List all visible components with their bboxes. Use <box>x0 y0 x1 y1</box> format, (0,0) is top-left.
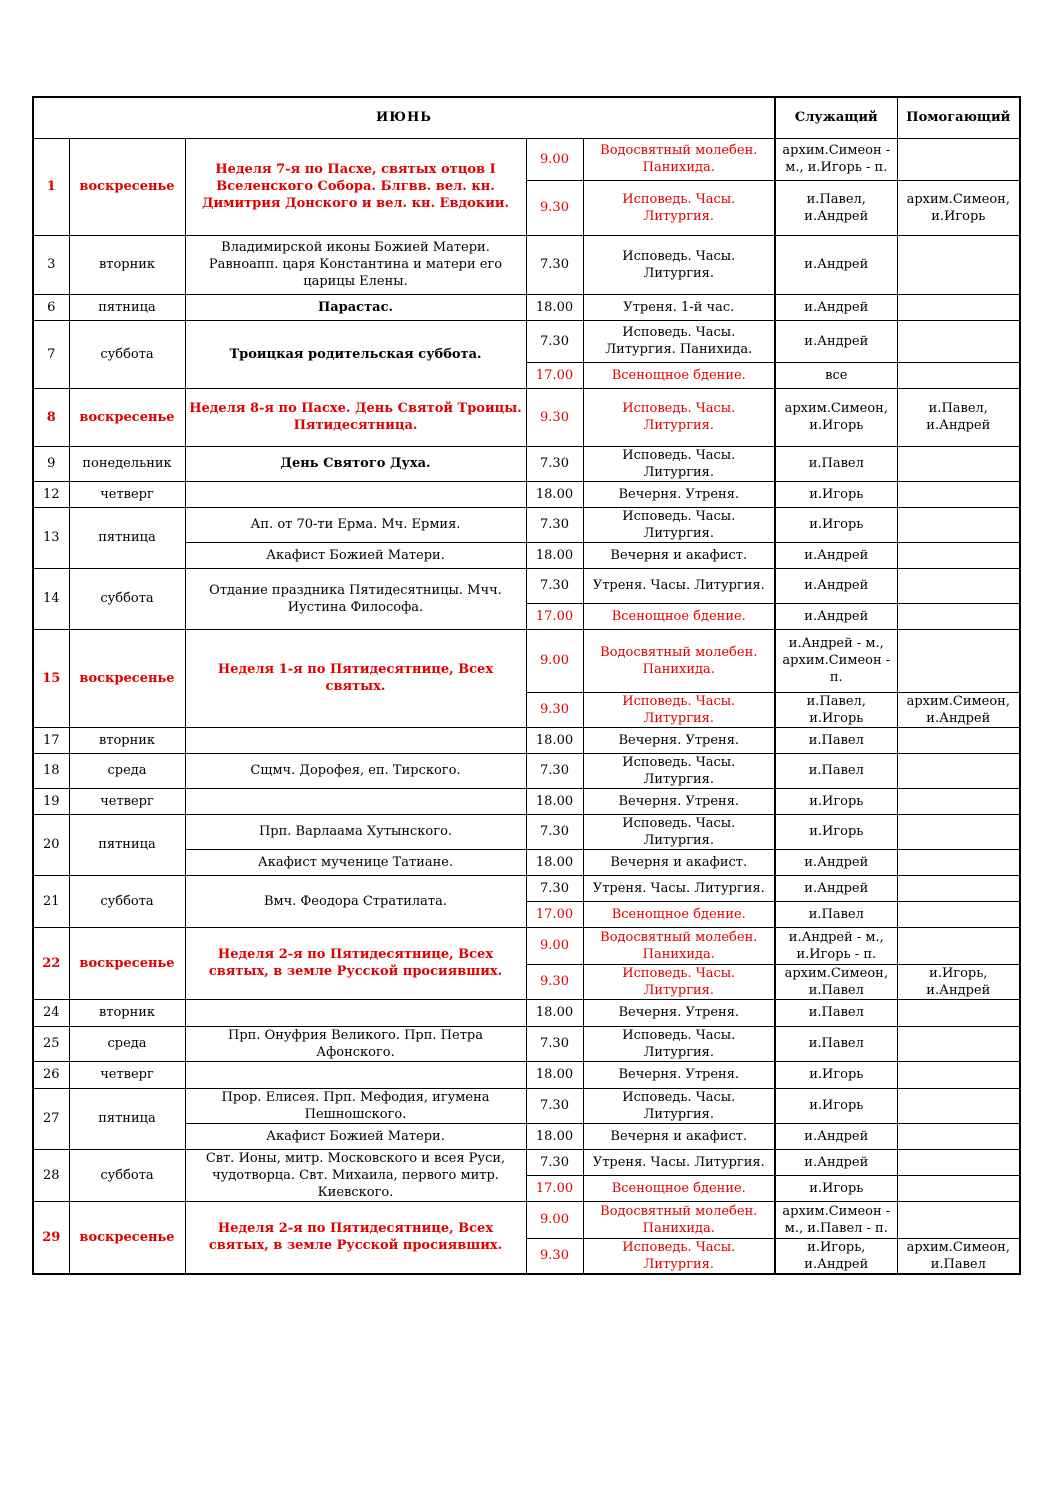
day-number: 6 <box>33 294 69 320</box>
feast-name: Троицкая родительская суббота. <box>185 320 526 388</box>
celebrant: и.Андрей <box>775 320 897 362</box>
weekday: воскресенье <box>69 388 185 446</box>
service-time: 18.00 <box>526 542 583 568</box>
assistant <box>897 1061 1020 1088</box>
service-time: 17.00 <box>526 901 583 927</box>
celebrant: и.Павел <box>775 446 897 481</box>
service-name: Утреня. Часы. Литургия. <box>583 1149 775 1175</box>
assistant <box>897 138 1020 180</box>
table-row <box>33 568 1020 603</box>
feast-name <box>185 727 526 753</box>
assistant <box>897 1123 1020 1149</box>
assistant <box>897 362 1020 388</box>
assistant <box>897 446 1020 481</box>
celebrant: все <box>775 362 897 388</box>
celebrant: и.Андрей <box>775 1123 897 1149</box>
service-time: 9.00 <box>526 927 583 964</box>
feast-name: Прп. Варлаама Хутынского. <box>185 814 526 849</box>
weekday: пятница <box>69 507 185 568</box>
celebrant: архим.Симеон, и.Игорь <box>775 388 897 446</box>
table-row <box>33 388 1020 446</box>
table-row <box>33 727 1020 753</box>
celebrant: и.Андрей <box>775 875 897 901</box>
service-time: 9.00 <box>526 1201 583 1238</box>
weekday: суббота <box>69 875 185 927</box>
assistant <box>897 629 1020 692</box>
service-name: Вечерня. Утреня. <box>583 481 775 507</box>
assistant: архим.Симеон, и.Павел <box>897 1238 1020 1274</box>
service-name: Исповедь. Часы. Литургия. <box>583 964 775 999</box>
feast-name: Неделя 2-я по Пятидесятнице, Всех святых, в земле Русской просиявших. <box>185 1201 526 1274</box>
schedule-table <box>32 96 1021 1275</box>
service-name: Вечерня. Утреня. <box>583 788 775 814</box>
service-time: 7.30 <box>526 875 583 901</box>
weekday: четверг <box>69 788 185 814</box>
assistant <box>897 727 1020 753</box>
service-time: 7.30 <box>526 446 583 481</box>
service-name: Водосвятный молебен. Панихида. <box>583 138 775 180</box>
day-number: 22 <box>33 927 69 999</box>
assistant <box>897 999 1020 1026</box>
day-number: 13 <box>33 507 69 568</box>
weekday: вторник <box>69 235 185 294</box>
day-number: 26 <box>33 1061 69 1088</box>
service-name: Вечерня и акафист. <box>583 1123 775 1149</box>
service-name: Исповедь. Часы. Литургия. Панихида. <box>583 320 775 362</box>
service-name: Исповедь. Часы. Литургия. <box>583 180 775 235</box>
feast-name <box>185 1061 526 1088</box>
service-name: Исповедь. Часы. Литургия. <box>583 388 775 446</box>
service-time: 9.30 <box>526 692 583 727</box>
assistant <box>897 568 1020 603</box>
service-name: Водосвятный молебен. Панихида. <box>583 1201 775 1238</box>
day-number: 24 <box>33 999 69 1026</box>
weekday: пятница <box>69 814 185 875</box>
weekday: воскресенье <box>69 629 185 727</box>
celebrant: и.Игорь <box>775 1088 897 1123</box>
table-row <box>33 927 1020 964</box>
table-row <box>33 875 1020 901</box>
weekday: понедельник <box>69 446 185 481</box>
service-name: Исповедь. Часы. Литургия. <box>583 1088 775 1123</box>
celebrant: и.Игорь <box>775 814 897 849</box>
feast-name: Свт. Ионы, митр. Московского и всея Руси, чудотворца. Свт. Михаила, первого митр. Киевского. <box>185 1149 526 1201</box>
celebrant: и.Павел <box>775 901 897 927</box>
weekday: вторник <box>69 727 185 753</box>
service-time: 17.00 <box>526 362 583 388</box>
celebrant-header: Служащий <box>775 97 897 138</box>
weekday: четверг <box>69 1061 185 1088</box>
service-time: 9.30 <box>526 1238 583 1274</box>
assistant <box>897 927 1020 964</box>
table-row <box>33 1201 1020 1238</box>
table-row <box>33 999 1020 1026</box>
header-row <box>33 97 1020 138</box>
weekday: среда <box>69 753 185 788</box>
feast-name: Неделя 1-я по Пятидесятнице, Всех святых. <box>185 629 526 727</box>
celebrant: и.Андрей - м., архим.Симеон - п. <box>775 629 897 692</box>
assistant <box>897 1149 1020 1175</box>
service-name: Вечерня. Утреня. <box>583 999 775 1026</box>
assistant <box>897 753 1020 788</box>
feast-name: Акафист мученице Татиане. <box>185 849 526 875</box>
assistant-header: Помогающий <box>897 97 1020 138</box>
table-row <box>33 753 1020 788</box>
service-time: 18.00 <box>526 727 583 753</box>
day-number: 29 <box>33 1201 69 1274</box>
service-time: 17.00 <box>526 1175 583 1201</box>
service-time: 18.00 <box>526 999 583 1026</box>
assistant <box>897 875 1020 901</box>
celebrant: и.Павел <box>775 1026 897 1061</box>
service-name: Исповедь. Часы. Литургия. <box>583 235 775 294</box>
feast-name: Вмч. Феодора Стратилата. <box>185 875 526 927</box>
celebrant: и.Игорь <box>775 1175 897 1201</box>
feast-name: Прп. Онуфрия Великого. Прп. Петра Афонского. <box>185 1026 526 1061</box>
weekday: воскресенье <box>69 927 185 999</box>
feast-name: Парастас. <box>185 294 526 320</box>
service-name: Утреня. Часы. Литургия. <box>583 875 775 901</box>
assistant: и.Павел, и.Андрей <box>897 388 1020 446</box>
service-time: 7.30 <box>526 320 583 362</box>
assistant <box>897 901 1020 927</box>
weekday: пятница <box>69 294 185 320</box>
celebrant: архим.Симеон - м., и.Игорь - п. <box>775 138 897 180</box>
weekday: среда <box>69 1026 185 1061</box>
feast-name: Неделя 2-я по Пятидесятнице, Всех святых, в земле Русской просиявших. <box>185 927 526 999</box>
service-name: Исповедь. Часы. Литургия. <box>583 1238 775 1274</box>
celebrant: и.Павел <box>775 727 897 753</box>
service-time: 9.00 <box>526 629 583 692</box>
assistant: и.Игорь, и.Андрей <box>897 964 1020 999</box>
assistant <box>897 1026 1020 1061</box>
table-row <box>33 814 1020 849</box>
celebrant: и.Павел <box>775 999 897 1026</box>
day-number: 27 <box>33 1088 69 1149</box>
assistant <box>897 320 1020 362</box>
celebrant: и.Андрей <box>775 568 897 603</box>
feast-name: Владимирской иконы Божией Матери. Равноапп. царя Константина и матери его царицы Елены. <box>185 235 526 294</box>
table-row <box>33 320 1020 362</box>
service-time: 7.30 <box>526 753 583 788</box>
assistant <box>897 1175 1020 1201</box>
day-number: 8 <box>33 388 69 446</box>
feast-name: Акафист Божией Матери. <box>185 1123 526 1149</box>
weekday: четверг <box>69 481 185 507</box>
table-row <box>33 294 1020 320</box>
weekday: суббота <box>69 568 185 629</box>
service-time: 18.00 <box>526 481 583 507</box>
service-time: 18.00 <box>526 1123 583 1149</box>
service-name: Всенощное бдение. <box>583 901 775 927</box>
service-name: Исповедь. Часы. Литургия. <box>583 692 775 727</box>
service-name: Водосвятный молебен. Панихида. <box>583 927 775 964</box>
feast-name <box>185 999 526 1026</box>
service-time: 7.30 <box>526 1088 583 1123</box>
celebrant: и.Игорь, и.Андрей <box>775 1238 897 1274</box>
celebrant: и.Андрей <box>775 542 897 568</box>
celebrant: и.Игорь <box>775 507 897 542</box>
service-name: Исповедь. Часы. Литургия. <box>583 507 775 542</box>
service-name: Исповедь. Часы. Литургия. <box>583 753 775 788</box>
service-time: 7.30 <box>526 1149 583 1175</box>
feast-name: Неделя 7-я по Пасхе, святых отцов I Вселенского Собора. Блгвв. вел. кн. Димитрия Донского и вел. кн. Евдокии. <box>185 138 526 235</box>
feast-name <box>185 481 526 507</box>
assistant: архим.Симеон, и.Игорь <box>897 180 1020 235</box>
weekday: вторник <box>69 999 185 1026</box>
service-time: 7.30 <box>526 814 583 849</box>
table-row <box>33 446 1020 481</box>
feast-name: Ап. от 70-ти Ерма. Мч. Ермия. <box>185 507 526 542</box>
assistant <box>897 849 1020 875</box>
assistant <box>897 481 1020 507</box>
service-name: Исповедь. Часы. Литургия. <box>583 446 775 481</box>
feast-name <box>185 788 526 814</box>
service-name: Водосвятный молебен. Панихида. <box>583 629 775 692</box>
table-row <box>33 1149 1020 1175</box>
service-name: Всенощное бдение. <box>583 1175 775 1201</box>
day-number: 3 <box>33 235 69 294</box>
table-row <box>33 1088 1020 1123</box>
assistant <box>897 814 1020 849</box>
day-number: 20 <box>33 814 69 875</box>
celebrant: и.Павел <box>775 753 897 788</box>
day-number: 18 <box>33 753 69 788</box>
celebrant: архим.Симеон, и.Павел <box>775 964 897 999</box>
service-name: Исповедь. Часы. Литургия. <box>583 1026 775 1061</box>
service-time: 7.30 <box>526 235 583 294</box>
weekday: пятница <box>69 1088 185 1149</box>
service-name: Исповедь. Часы. Литургия. <box>583 814 775 849</box>
weekday: суббота <box>69 1149 185 1201</box>
day-number: 14 <box>33 568 69 629</box>
celebrant: и.Андрей <box>775 1149 897 1175</box>
assistant <box>897 788 1020 814</box>
celebrant: и.Андрей <box>775 294 897 320</box>
table-row <box>33 235 1020 294</box>
assistant <box>897 294 1020 320</box>
feast-name: Акафист Божией Матери. <box>185 542 526 568</box>
service-time: 9.30 <box>526 388 583 446</box>
feast-name: День Святого Духа. <box>185 446 526 481</box>
service-time: 9.30 <box>526 964 583 999</box>
assistant <box>897 1201 1020 1238</box>
assistant <box>897 542 1020 568</box>
celebrant: и.Андрей <box>775 849 897 875</box>
assistant: архим.Симеон, и.Андрей <box>897 692 1020 727</box>
service-time: 18.00 <box>526 294 583 320</box>
assistant <box>897 1088 1020 1123</box>
table-row <box>33 507 1020 542</box>
celebrant: и.Андрей - м., и.Игорь - п. <box>775 927 897 964</box>
table-row <box>33 788 1020 814</box>
table-row <box>33 629 1020 692</box>
service-name: Вечерня. Утреня. <box>583 727 775 753</box>
day-number: 25 <box>33 1026 69 1061</box>
day-number: 15 <box>33 629 69 727</box>
celebrant: и.Павел, и.Андрей <box>775 180 897 235</box>
service-name: Вечерня и акафист. <box>583 849 775 875</box>
assistant <box>897 507 1020 542</box>
service-name: Вечерня и акафист. <box>583 542 775 568</box>
feast-name: Сщмч. Дорофея, еп. Тирского. <box>185 753 526 788</box>
month-title: ИЮНЬ <box>33 97 775 138</box>
day-number: 9 <box>33 446 69 481</box>
service-name: Утреня. 1-й час. <box>583 294 775 320</box>
assistant <box>897 235 1020 294</box>
day-number: 7 <box>33 320 69 388</box>
table-row <box>33 1026 1020 1061</box>
weekday: суббота <box>69 320 185 388</box>
day-number: 17 <box>33 727 69 753</box>
table-row <box>33 1061 1020 1088</box>
table-row <box>33 481 1020 507</box>
service-time: 7.30 <box>526 507 583 542</box>
service-time: 7.30 <box>526 1026 583 1061</box>
celebrant: и.Игорь <box>775 481 897 507</box>
feast-name: Отдание праздника Пятидесятницы. Мчч. Иустина Философа. <box>185 568 526 629</box>
celebrant: и.Игорь <box>775 1061 897 1088</box>
weekday: воскресенье <box>69 138 185 235</box>
day-number: 21 <box>33 875 69 927</box>
celebrant: и.Игорь <box>775 788 897 814</box>
service-time: 7.30 <box>526 568 583 603</box>
service-time: 17.00 <box>526 603 583 629</box>
day-number: 12 <box>33 481 69 507</box>
day-number: 19 <box>33 788 69 814</box>
service-name: Всенощное бдение. <box>583 362 775 388</box>
service-time: 9.00 <box>526 138 583 180</box>
table-row <box>33 138 1020 180</box>
service-name: Вечерня. Утреня. <box>583 1061 775 1088</box>
feast-name: Прор. Елисея. Прп. Мефодия, игумена Пешношского. <box>185 1088 526 1123</box>
service-time: 18.00 <box>526 849 583 875</box>
weekday: воскресенье <box>69 1201 185 1274</box>
feast-name: Неделя 8-я по Пасхе. День Святой Троицы. Пятидесятница. <box>185 388 526 446</box>
celebrant: и.Павел, и.Игорь <box>775 692 897 727</box>
celebrant: и.Андрей <box>775 235 897 294</box>
service-name: Утреня. Часы. Литургия. <box>583 568 775 603</box>
celebrant: и.Андрей <box>775 603 897 629</box>
service-time: 18.00 <box>526 1061 583 1088</box>
celebrant: архим.Симеон - м., и.Павел - п. <box>775 1201 897 1238</box>
assistant <box>897 603 1020 629</box>
service-time: 18.00 <box>526 788 583 814</box>
service-name: Всенощное бдение. <box>583 603 775 629</box>
day-number: 1 <box>33 138 69 235</box>
service-time: 9.30 <box>526 180 583 235</box>
day-number: 28 <box>33 1149 69 1201</box>
